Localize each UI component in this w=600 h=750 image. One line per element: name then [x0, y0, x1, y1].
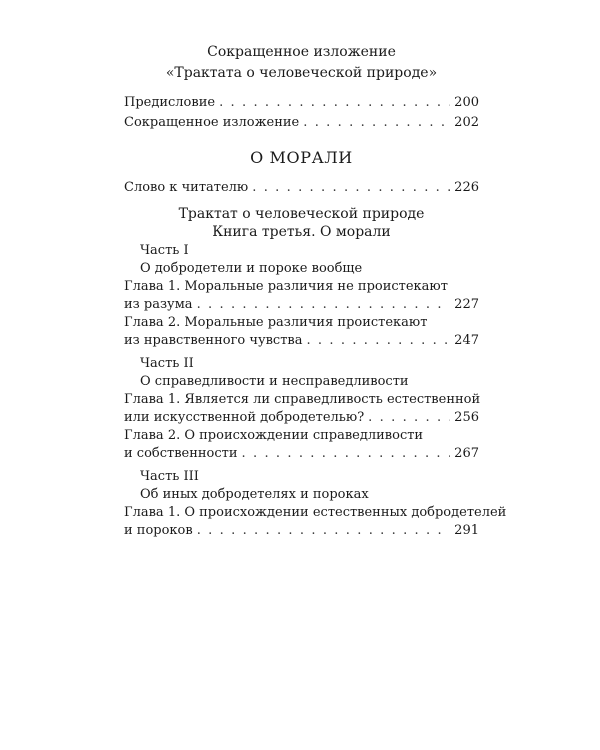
toc-entry-label: из разума	[124, 297, 193, 312]
part3-ch1-line1: Глава 1. О происхождении естественных добродетелей	[124, 505, 507, 520]
toc-entry-page: 200	[454, 95, 479, 110]
toc-entry-page: 247	[454, 333, 479, 348]
toc-entry-label: Сокращенное изложение	[124, 115, 300, 130]
part1-ch1-line1: Глава 1. Моральные различия не проистекают	[124, 279, 448, 294]
toc-entry-part3-ch1[interactable]	[124, 523, 479, 539]
leader-dots	[368, 410, 450, 426]
leader-dots	[242, 446, 451, 462]
treatise-title-line2: Книга третья. О морали	[212, 224, 391, 240]
treatise-title-line1: Трактат о человеческой природе	[178, 206, 425, 222]
part1-label: Часть I	[140, 243, 189, 258]
part2-ch1-line1: Глава 1. Является ли справедливость естественной	[124, 392, 481, 407]
toc-entry-page: 226	[454, 180, 479, 195]
part1-title: О добродетели и пороке вообще	[140, 261, 363, 276]
toc-entry-reader[interactable]	[124, 180, 479, 196]
leader-dots	[219, 95, 450, 111]
section-title-morals: О МОРАЛИ	[250, 148, 353, 167]
toc-entry-label: Предисловие	[124, 95, 216, 110]
toc-entry-label: и собственности	[124, 446, 238, 461]
block1-title-line1: Сокращенное изложение	[207, 44, 396, 60]
toc-entry-abstract[interactable]	[124, 115, 479, 131]
part1-ch2-line1: Глава 2. Моральные различия проистекают	[124, 315, 428, 330]
toc-entry-page: 202	[454, 115, 479, 130]
toc-entry-label: Слово к читателю	[124, 180, 249, 195]
toc-entry-page: 267	[454, 446, 479, 461]
toc-entry-part1-ch1[interactable]	[124, 297, 479, 313]
toc-entry-part2-ch2[interactable]	[124, 446, 479, 462]
toc-entry-page: 227	[454, 297, 479, 312]
part2-title: О справедливости и несправедливости	[140, 374, 409, 389]
leader-dots	[197, 297, 451, 313]
toc-entry-part1-ch2[interactable]	[124, 333, 479, 349]
leader-dots	[306, 333, 450, 349]
toc-entry-label: или искусственной добродетелью?	[124, 410, 365, 425]
leader-dots	[197, 523, 450, 539]
toc-entry-page: 291	[454, 523, 479, 538]
toc-entry-page: 256	[454, 410, 479, 425]
part2-label: Часть II	[140, 356, 194, 371]
toc-entry-preface[interactable]	[124, 95, 479, 111]
part2-ch2-line1: Глава 2. О происхождении справедливости	[124, 428, 424, 443]
leader-dots	[303, 115, 450, 131]
leader-dots	[252, 180, 450, 196]
part3-label: Часть III	[140, 469, 199, 484]
block1-title-line2: «Трактата о человеческой природе»	[165, 65, 438, 81]
toc-entry-label: из нравственного чувства	[124, 333, 303, 348]
toc-entry-part2-ch1[interactable]	[124, 410, 479, 426]
toc-entry-label: и пороков	[124, 523, 193, 538]
part3-title: Об иных добродетелях и пороках	[140, 487, 369, 502]
